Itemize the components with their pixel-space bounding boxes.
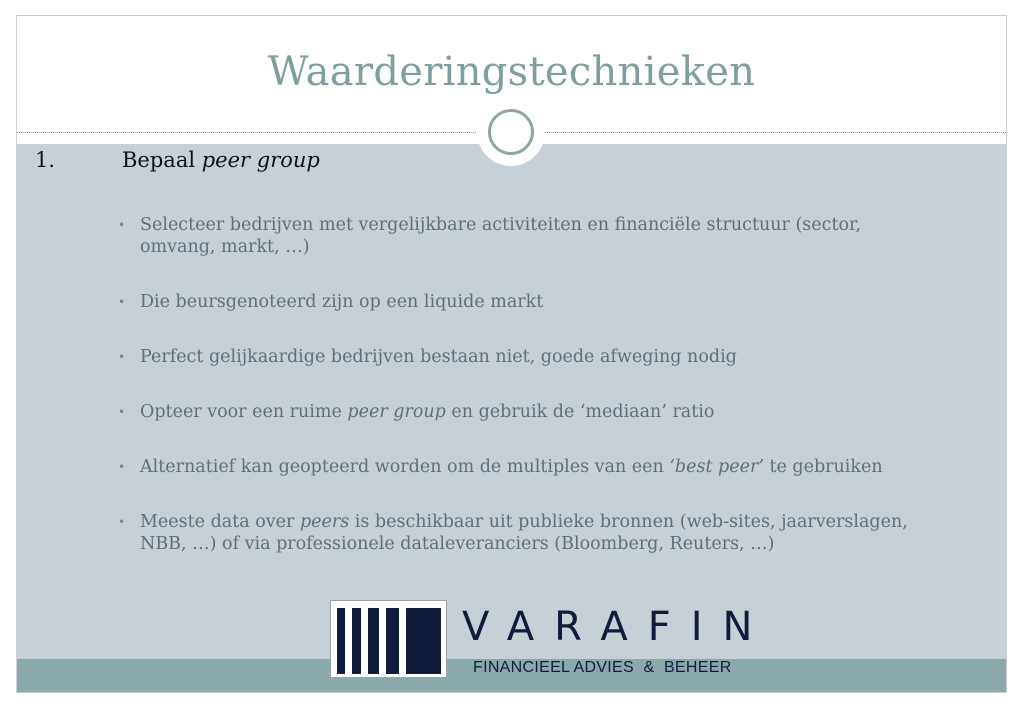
bullet-text: Die beursgenoteerd zijn op een liquide markt <box>140 292 544 312</box>
list-item <box>118 456 938 478</box>
list-item <box>118 511 938 555</box>
item-number: 1. <box>35 148 56 172</box>
item-text-plain: Bepaal <box>122 148 202 172</box>
logo-name: VARAFIN <box>462 604 773 650</box>
bullet-icon: • <box>118 460 126 474</box>
bullet-text: Alternatief kan geopteerd worden om de multiples van een <box>140 457 670 477</box>
list-item <box>118 401 938 423</box>
logo-mark <box>330 600 447 678</box>
bullet-text: peers <box>299 512 350 532</box>
slide-title: Waarderingstechnieken <box>267 49 756 95</box>
bullet-icon: • <box>118 295 126 309</box>
logo-tagline: FINANCIEEL ADVIES & BEHEER <box>473 659 732 676</box>
bullet-icon: • <box>118 515 126 529</box>
bullet-text: Selecteer bedrijven met vergelijkbare activiteiten en financiële structuur (sector, omvang, markt, …) <box>140 215 862 257</box>
bullet-text: is beschikbaar uit publieke bronnen (web-sites, jaarverslagen, NBB, …) of via professionele dataleveranciers (Bloomberg, Reuters, …) <box>140 512 908 554</box>
bullet-icon: • <box>118 350 126 364</box>
varafin-logo <box>330 600 773 678</box>
item-text-italic: peer group <box>201 148 320 172</box>
bullet-icon: • <box>118 405 126 419</box>
bullet-text: te gebruiken <box>763 457 883 477</box>
bullet-text: peer group <box>347 402 446 422</box>
bullet-text: ‘best peer’ <box>669 457 764 477</box>
bullet-icon: • <box>118 218 126 232</box>
list-item <box>118 214 938 258</box>
ring-icon <box>488 109 534 155</box>
list-item <box>118 346 938 368</box>
bullet-text: Perfect gelijkaardige bedrijven bestaan niet, goede afweging nodig <box>140 347 737 367</box>
bullet-text: Opteer voor een ruime <box>140 402 348 422</box>
bullet-text: en gebruik de ‘mediaan’ ratio <box>445 402 715 422</box>
list-item <box>118 291 938 313</box>
item-text <box>122 148 320 172</box>
bullet-list <box>118 214 938 588</box>
bullet-text: Meeste data over <box>140 512 300 532</box>
